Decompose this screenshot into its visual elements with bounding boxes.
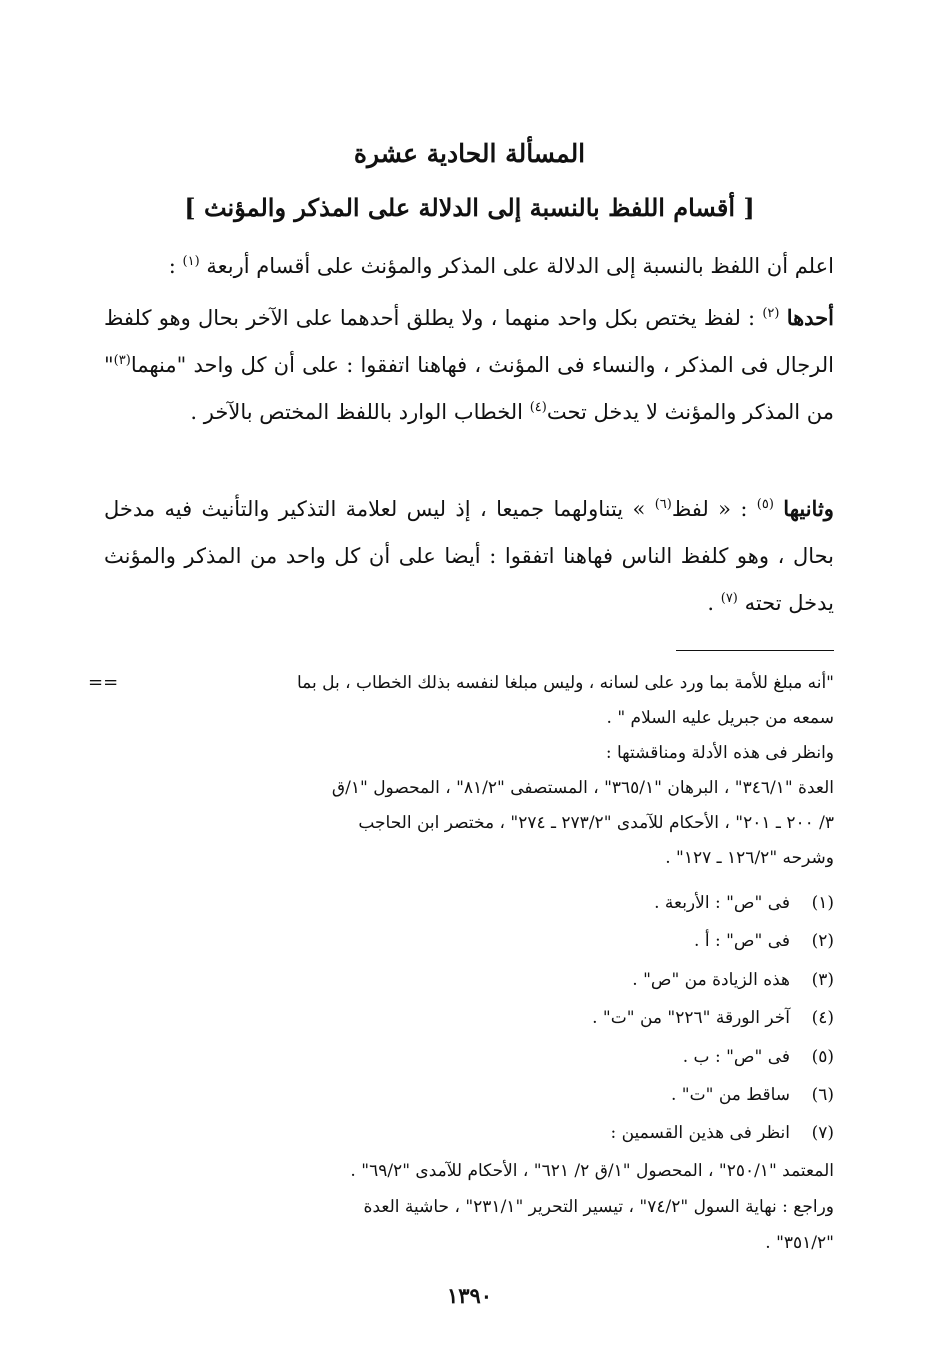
chapter-title: المسألة الحادية عشرة <box>353 139 586 168</box>
section-two-paragraph <box>104 485 834 627</box>
footnote-number: (٧) <box>811 1123 834 1144</box>
footnote-text: فى "ص" : ب . <box>682 1046 790 1067</box>
footnote-line: وانظر فى هذه الأدلة ومناقشتها : <box>605 743 834 763</box>
footnote-number: (٣) <box>811 969 834 990</box>
footnote-text: هذه الزيادة من "ص" . <box>632 969 790 990</box>
page-number: ١٣٩٠ <box>446 1283 493 1308</box>
footnote-line: وراجع : نهاية السول "٧٤/٢" ، تيسير التحرير "٢٣١/١" ، حاشية العدة <box>363 1197 834 1217</box>
footnote-ref: (٧) <box>720 591 738 606</box>
footnote-ref: (٤) <box>529 400 547 415</box>
intro-end: : <box>168 254 176 278</box>
footnote-item <box>124 922 834 960</box>
footnote-ref: (٣) <box>113 353 131 368</box>
intro-text: اعلم أن اللفظ بالنسبة إلى الدلالة على المذكر والمؤنث على أقسام أربعة <box>206 254 834 278</box>
section-one-text-b: " من المذكر والمؤنث لا يدخل تحت <box>104 353 834 424</box>
footnote-line: وشرحه "١٢٦/٢ ـ ١٢٧" . <box>665 848 834 868</box>
footnote-item <box>124 1038 834 1076</box>
footnote-text: آخر الورقة "٢٢٦" من "ت" . <box>592 1008 790 1029</box>
section-two-end: . <box>707 591 715 615</box>
footnote-line: "٣٥١/٢" . <box>765 1233 834 1253</box>
footnote-line: سمعه من جبريل عليه السلام " . <box>606 708 834 728</box>
footnote-ref: (٢) <box>762 306 780 321</box>
section-one-text-c: الخطاب الوارد باللفظ المختص بالآخر . <box>190 400 523 424</box>
chapter-subtitle: [ أقسام اللفظ بالنسبة إلى الدلالة على المذكر والمؤنث ] <box>184 193 755 222</box>
footnote-item <box>124 884 834 922</box>
footnote-item <box>124 999 834 1037</box>
footnote-number: (١) <box>811 893 834 913</box>
footnote-ref: (١) <box>182 254 200 269</box>
footnote-number: (٢) <box>811 931 834 952</box>
footnote-ref: (٥) <box>756 497 774 512</box>
footnote-separator <box>676 650 834 651</box>
footnote-line: ٣/ ٢٠٠ ـ ٢٠١" ، الأحكام للآمدى "٢٧٣/٢ ـ ٢٧٤" ، مختصر ابن الحاجب <box>358 813 834 833</box>
footnote-ref: (٦) <box>654 497 672 512</box>
section-one-paragraph <box>104 294 834 436</box>
section-two-text-a: : « لفظ <box>671 497 748 521</box>
section-two-lead: وثانيها <box>783 496 834 521</box>
footnote-text: ساقط من "ت" . <box>671 1085 790 1106</box>
section-one-lead: أحدها <box>786 305 834 330</box>
footnote-line: المعتمد "٢٥٠/١" ، المحصول "١/ق ٢/ ٦٢١" ، الأحكام للآمدى "٦٩/٢" . <box>350 1161 834 1181</box>
footnote-item <box>124 1114 834 1152</box>
footnote-line: "أنه مبلغ للأمة بما ورد على لسانه ، وليس مبلغا لنفسه بذلك الخطاب ، بل بما <box>296 673 834 693</box>
footnote-item <box>124 1076 834 1114</box>
section-one-text-a: : لفظ يختص بكل واحد منهما ، ولا يطلق أحدهما على الآخر بحال وهو كلفظ الرجال فى المذكر ، والنساء فى المؤنث ، فهاهنا اتفقوا : على أن كل واحد "منهما <box>104 306 834 377</box>
footnote-line: العدة "٣٤٦/١" ، البرهان "٣٦٥/١" ، المستصفى "٨١/٢" ، المحصول "١/ق <box>331 778 834 798</box>
footnote-tail <box>124 1153 834 1261</box>
footnote-number: (٥) <box>811 1046 834 1067</box>
section-two-text-b: » يتناولهما جميعا ، إذ ليس لعلامة التذكير والتأنيث فيه مدخل بحال ، وهو كلفظ الناس فهاهنا اتفقوا : أيضا على أن كل واحد من المذكر والمؤنث يدخل تحته <box>104 497 835 615</box>
footnote-number: (٤) <box>811 1008 834 1029</box>
footnote-list <box>124 884 834 1153</box>
intro-paragraph <box>104 243 834 290</box>
footnote-text: فى "ص" : أ . <box>694 931 790 952</box>
footnote-number: (٦) <box>811 1085 834 1106</box>
footnote-text: انظر فى هذين القسمين : <box>610 1123 790 1144</box>
footnote-item <box>124 961 834 999</box>
footnote-continuation <box>124 666 834 876</box>
footnote-text: فى "ص" : الأربعة . <box>654 893 790 913</box>
continuation-mark: == <box>88 672 119 693</box>
